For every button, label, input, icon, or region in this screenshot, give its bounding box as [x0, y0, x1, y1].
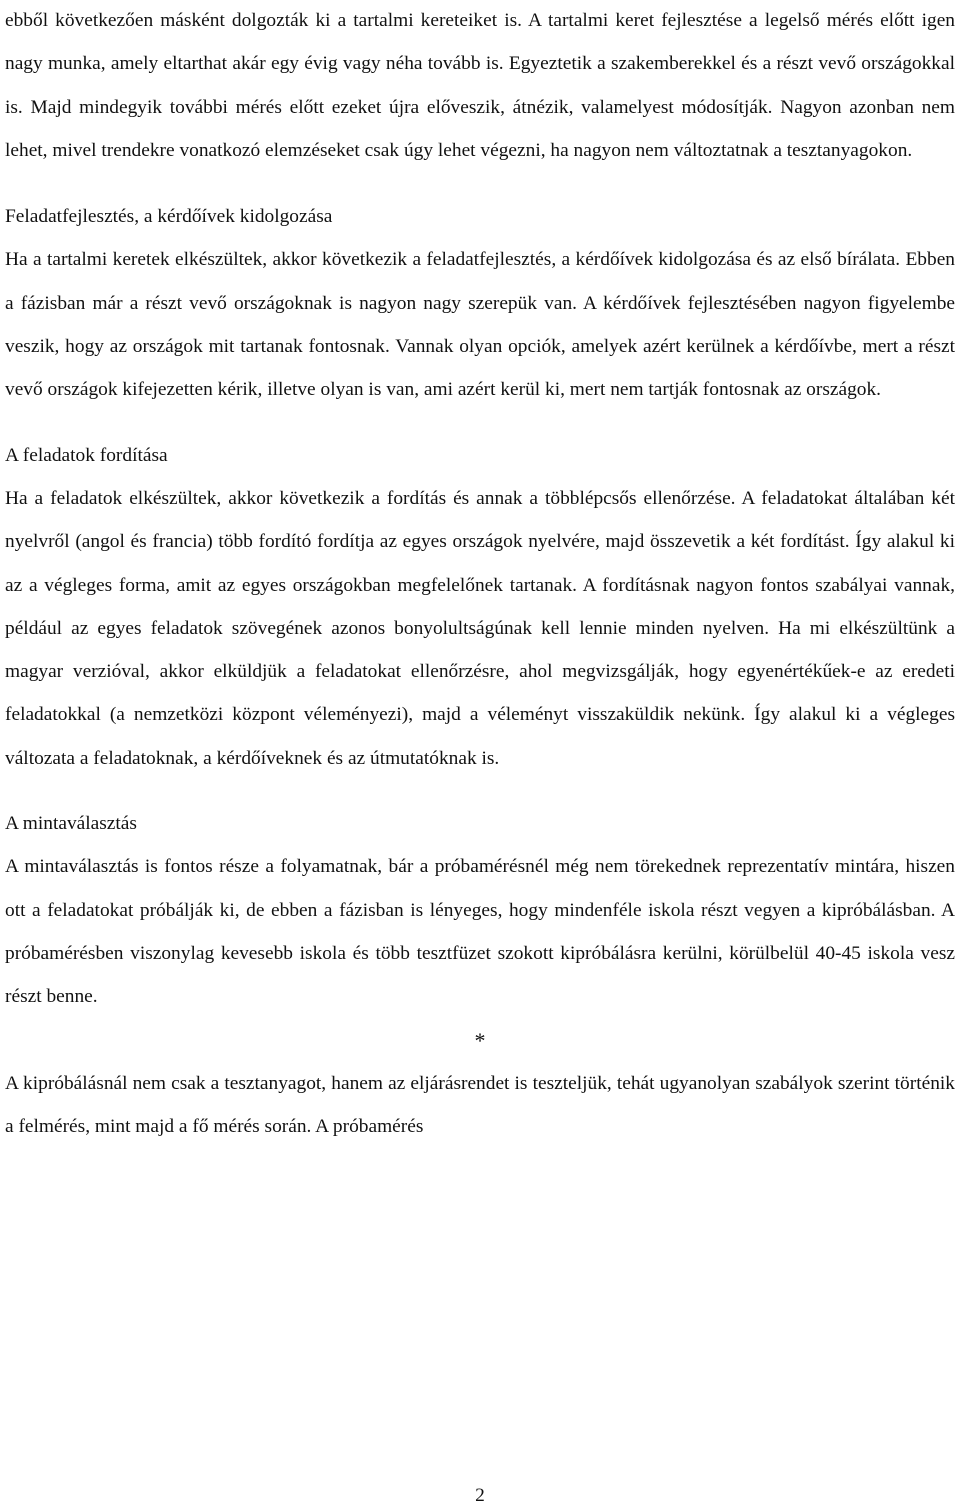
paragraph-gap	[5, 780, 955, 802]
paragraph-sampling: A mintaválasztás is fontos része a folyamatnak, bár a próbamérésnél még nem törekednek reprezentatív mintára, hiszen ott a feladatokat próbálják ki, de ebben a fázisban is lényeges, hogy mindenféle iskola részt vegyen a kipróbálásban. A próbamérésben viszonylag kevesebb iskola és több tesztfüzet szokott kipróbálásra kerülni, körülbelül 40-45 iskola vesz részt benne.	[5, 856, 955, 1008]
paragraph-translation: Ha a feladatok elkészültek, akkor következik a fordítás és annak a többlépcsős ellenőrzése. A feladatokat általában két nyelvről (angol és francia) több fordító fordítja az egyes országok nyelvére, majd összevetik a két fordítást. Így alakul ki az a végleges forma, amit az egyes országokban megfelelőnek tartanak. A fordításnak nagyon fontos szabályai vannak, például az egyes feladatok szövegének azonos bonyolultságúnak kell lennie minden nyelven. Ha mi elkészültünk a magyar verzióval, akkor elküldjük a feladatokat ellenőrzésre, ahol megvizsgálják, hogy egyenértékűek-e az eredeti feladatokkal (a nemzetközi központ véleményezi), majd a véleményt visszaküldik nekünk. Így alakul ki a végleges változata a feladatoknak, a kérdőíveknek és az útmutatóknak is.	[5, 487, 955, 769]
section-separator: *	[474, 1027, 486, 1053]
paragraph-gap	[5, 172, 955, 195]
paragraph-pilot-testing: A kipróbálásnál nem csak a tesztanyagot, hanem az eljárásrendet is teszteljük, tehát ugyanolyan szabályok szerint történik a felmérés, mint majd a fő mérés során. A próbamérés	[5, 1072, 955, 1138]
heading-translation: A feladatok fordítása	[5, 444, 168, 466]
paragraph-task-development: Ha a tartalmi keretek elkészültek, akkor következik a feladatfejlesztés, a kérdőívek kidolgozása és az első bírálata. Ebben a fázisban már a részt vevő országoknak is nagyon nagy szerepük van. A kérdőívek fejlesztésében nagyon figyelembe veszik, hogy az országok mit tartanak fontosnak. Vannak olyan opciók, amelyek azért kerülnek a kérdőívbe, mert a részt vevő országok kifejezetten kérik, illetve olyan is van, ami azért kerül ki, mert nem tartják fontosnak az országok.	[5, 249, 955, 401]
page-number: 2	[475, 1485, 485, 1506]
heading-sampling: A mintaválasztás	[5, 813, 137, 835]
paragraph-gap	[5, 412, 955, 434]
paragraph-content-framework: ebből következően másként dolgozták ki a tartalmi kereteiket is. A tartalmi keret fejlesztése a legelső mérés előtt igen nagy munka, amely eltarthat akár egy évig vagy néha tovább is. Egyeztetik a szakemberekkel és a részt vevő országokkal is. Majd mindegyik további mérés előtt ezeket újra előveszik, átnézik, valamelyest módosítják. Nagyon azonban nem lehet, mivel trendekre vonatkozó elemzéseket csak úgy lehet végezni, ha nagyon nem változtatnak a tesztanyagokon.	[5, 10, 955, 161]
heading-task-development: Feladatfejlesztés, a kérdőívek kidolgozása	[5, 206, 333, 228]
page-body	[5, 0, 955, 1148]
